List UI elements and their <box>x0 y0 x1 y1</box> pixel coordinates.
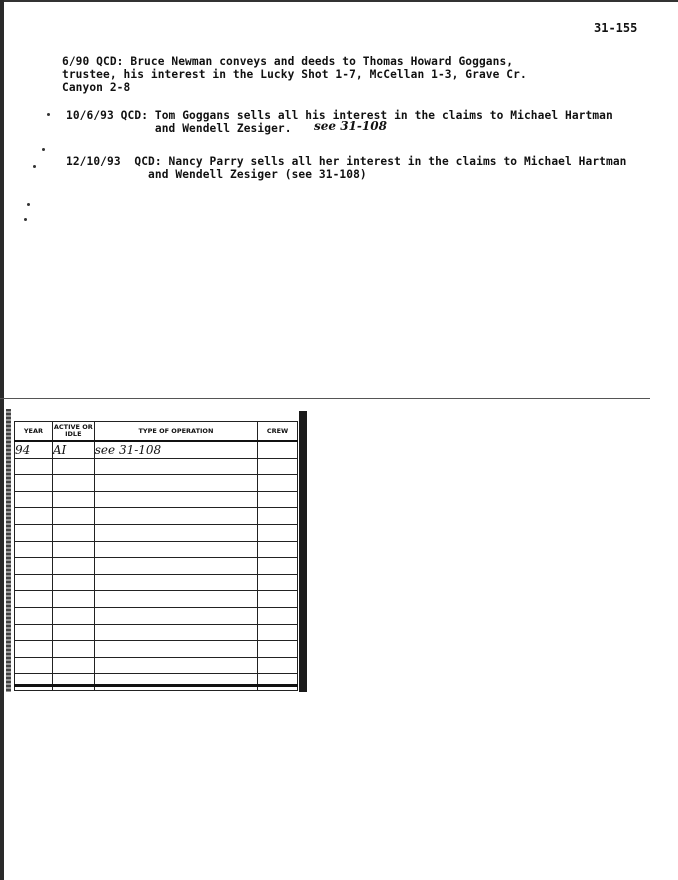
entry-line: and Wendell Zesiger (see 31-108) <box>66 168 367 181</box>
entry-line: 6/90 QCD: Bruce Newman conveys and deeds to Thomas Howard Goggans, <box>62 55 514 68</box>
table-row <box>15 607 298 624</box>
table-cell <box>94 657 257 674</box>
table-row <box>15 624 298 641</box>
table-cell <box>258 591 298 608</box>
table-cell <box>52 674 94 691</box>
table-cell: see 31-108 <box>94 441 257 458</box>
table-row <box>15 591 298 608</box>
table-cell <box>52 508 94 525</box>
table-cell <box>52 524 94 541</box>
table-cell <box>94 591 257 608</box>
margin-mark <box>33 165 36 168</box>
table-cell <box>94 624 257 641</box>
table-cell <box>52 657 94 674</box>
table-cell <box>52 607 94 624</box>
table-row <box>15 441 298 458</box>
margin-mark <box>24 218 27 221</box>
table-row <box>15 558 298 575</box>
table-row <box>15 641 298 658</box>
table-cell <box>94 607 257 624</box>
table-cell <box>52 591 94 608</box>
table-cell <box>258 607 298 624</box>
table-cell <box>52 458 94 475</box>
table-cell <box>94 541 257 558</box>
table-cell <box>94 491 257 508</box>
table-cell <box>15 475 53 492</box>
table-cell <box>15 558 53 575</box>
table-cell <box>15 674 53 691</box>
table-cell <box>52 641 94 658</box>
entry-line: Canyon 2-8 <box>62 81 131 94</box>
table-cell <box>15 591 53 608</box>
table-cell <box>258 574 298 591</box>
left-edge <box>0 0 4 880</box>
table-cell <box>15 574 53 591</box>
table-cell <box>258 508 298 525</box>
fold-line <box>0 398 650 399</box>
table-row <box>15 657 298 674</box>
table-cell <box>94 524 257 541</box>
table-cell <box>258 674 298 691</box>
table-cell <box>258 458 298 475</box>
table-cell <box>15 508 53 525</box>
handwritten-note: see 31-108 <box>314 119 387 133</box>
table-row <box>15 524 298 541</box>
top-edge <box>0 0 678 2</box>
table-cell <box>15 458 53 475</box>
table-row <box>15 475 298 492</box>
table-cell <box>258 475 298 492</box>
table-cell: AI <box>52 441 94 458</box>
page-number: 31-155 <box>594 21 638 35</box>
table-cell <box>94 458 257 475</box>
table-row <box>15 458 298 475</box>
table-cell <box>52 574 94 591</box>
table-cell <box>258 641 298 658</box>
table-cell <box>258 491 298 508</box>
table-row <box>15 574 298 591</box>
margin-mark <box>42 148 45 151</box>
table-row <box>15 491 298 508</box>
table-cell <box>258 558 298 575</box>
table-cell <box>94 674 257 691</box>
table-cell <box>15 541 53 558</box>
header-operation: TYPE OF OPERATION <box>94 422 257 442</box>
table-cell <box>15 524 53 541</box>
table-cell <box>258 541 298 558</box>
table-cell <box>94 558 257 575</box>
table-row <box>15 674 298 691</box>
card-left-edge <box>6 409 11 692</box>
table-cell <box>52 558 94 575</box>
table-bottom-rule <box>14 684 298 687</box>
card-right-bar <box>299 411 307 692</box>
table-cell <box>258 657 298 674</box>
operations-table <box>14 421 298 691</box>
header-crew: CREW <box>258 422 298 442</box>
table-row <box>15 508 298 525</box>
table-cell <box>15 641 53 658</box>
table-cell <box>94 641 257 658</box>
table-cell <box>258 624 298 641</box>
entry-line: and Wendell Zesiger. <box>66 122 292 135</box>
table-cell <box>15 657 53 674</box>
table-cell <box>15 491 53 508</box>
entry-line: 10/6/93 QCD: Tom Goggans sells all his interest in the claims to Michael Hartman <box>66 109 613 122</box>
table-cell <box>94 475 257 492</box>
table-cell <box>52 475 94 492</box>
table-cell <box>94 508 257 525</box>
table-row <box>15 541 298 558</box>
table-cell <box>15 607 53 624</box>
entry-line: 12/10/93 QCD: Nancy Parry sells all her interest in the claims to Michael Hartman <box>66 155 627 168</box>
table-cell: 94 <box>15 441 53 458</box>
header-active-idle: ACTIVE OR IDLE <box>52 422 94 442</box>
table-cell <box>15 624 53 641</box>
margin-mark <box>27 203 30 206</box>
table-cell <box>52 624 94 641</box>
table-cell <box>258 524 298 541</box>
entry-line: trustee, his interest in the Lucky Shot 1-7, McCellan 1-3, Grave Cr. <box>62 68 527 81</box>
header-year: YEAR <box>15 422 53 442</box>
table-cell <box>94 574 257 591</box>
table-cell <box>52 491 94 508</box>
table-cell <box>52 541 94 558</box>
table-header-row <box>15 422 298 442</box>
table-cell <box>258 441 298 458</box>
operations-card <box>6 409 306 692</box>
margin-mark <box>47 113 50 116</box>
